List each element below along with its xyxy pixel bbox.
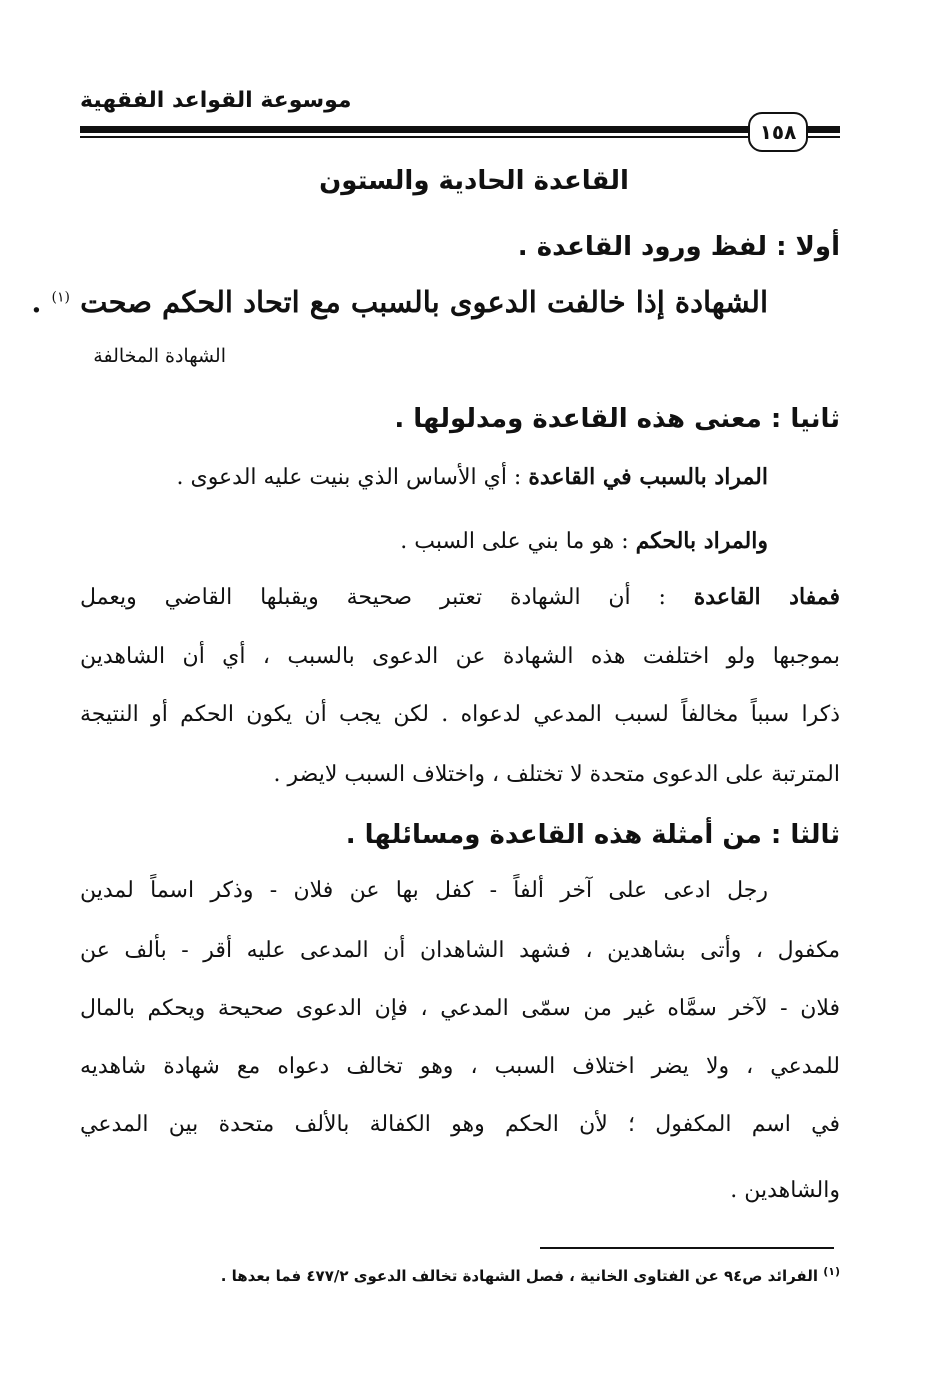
header-rule-thick (80, 126, 748, 133)
example-line: فلان - لآخر سمَّاه غير من سمّى المدعي ، فإن الدعوى صحيحة ويحكم بالمال (80, 996, 840, 1021)
example-line: والشاهدين . (730, 1178, 840, 1203)
meaning-line-1 (80, 584, 840, 610)
example-line: في اسم المكفول ؛ لأن الحكم وهو الكفالة بالألف متحدة بين المدعي (80, 1112, 840, 1137)
definition-cause-lead: المراد بالسبب في القاعدة (528, 464, 768, 490)
example-line: للمدعي ، ولا يضر اختلاف السبب ، وهو تخالف دعواه مع شهادة شاهديه (80, 1054, 840, 1079)
definition-ruling-lead: والمراد بالحكم (635, 528, 768, 554)
rule-footnote-ref: (١) (51, 289, 71, 306)
running-header-title: موسوعة القواعد الفقهية (80, 88, 352, 113)
meaning-line-3: ذكرا سبباً مخالفاً لسبب المدعي لدعواه . لكن يجب أن يكون الحكم أو النتيجة (80, 702, 841, 727)
section3-heading: ثالثا : من أمثلة هذه القاعدة ومسائلها . (345, 820, 840, 850)
footnote-text: الفرائد ص٩٤ عن الفتاوى الخانية ، فصل الشهادة تخالف الدعوى ٤٧٧/٢ فما بعدها . (220, 1267, 824, 1285)
meaning-line-2: بموجبها ولو اختلفت هذه الشهادة عن الدعوى بالسبب ، أي أن الشاهدين (80, 644, 840, 669)
meaning-lead: فمفاد القاعدة (693, 584, 841, 610)
example-line: رجل ادعى على آخر ألفاً - كفل بها عن فلان - وذكر اسماً لمدين (80, 878, 768, 903)
header-rule-right-thin (808, 136, 840, 138)
definition-ruling (400, 528, 768, 554)
footnote-marker: (١) (823, 1265, 840, 1278)
header-rule-right-thick (808, 126, 840, 133)
chapter-title: القاعدة الحادية والستون (319, 166, 629, 196)
page-number-badge: ١٥٨ (748, 112, 808, 152)
header-rule-thin (80, 136, 748, 138)
definition-cause-text: : أي الأساس الذي بنيت عليه الدعوى . (176, 465, 529, 490)
rule-statement-text: الشهادة إذا خالفت الدعوى بالسبب مع اتحاد الحكم صحت (80, 285, 768, 319)
meaning-line-4: المترتبة على الدعوى متحدة لا تختلف ، واختلاف السبب لايضر . (273, 762, 840, 787)
definition-cause (176, 464, 768, 490)
footnote (221, 1265, 840, 1285)
definition-ruling-text: : هو ما بني على السبب . (400, 529, 636, 554)
meaning-line-1-text: : أن الشهادة تعتبر صحيحة ويقبلها القاضي ويعمل (80, 585, 694, 610)
section1-heading: أولا : لفظ ورود القاعدة . (517, 232, 840, 262)
section2-heading: ثانيا : معنى هذه القاعدة ومدلولها . (394, 404, 840, 434)
rule-statement-end: . (31, 285, 42, 319)
footnote-separator (540, 1247, 834, 1249)
rule-statement (31, 285, 768, 319)
example-line: مكفول ، وأتى بشاهدين ، فشهد الشاهدان أن المدعى عليه أقر - بألف عن (80, 938, 840, 963)
rule-note: الشهادة المخالفة (93, 345, 226, 367)
